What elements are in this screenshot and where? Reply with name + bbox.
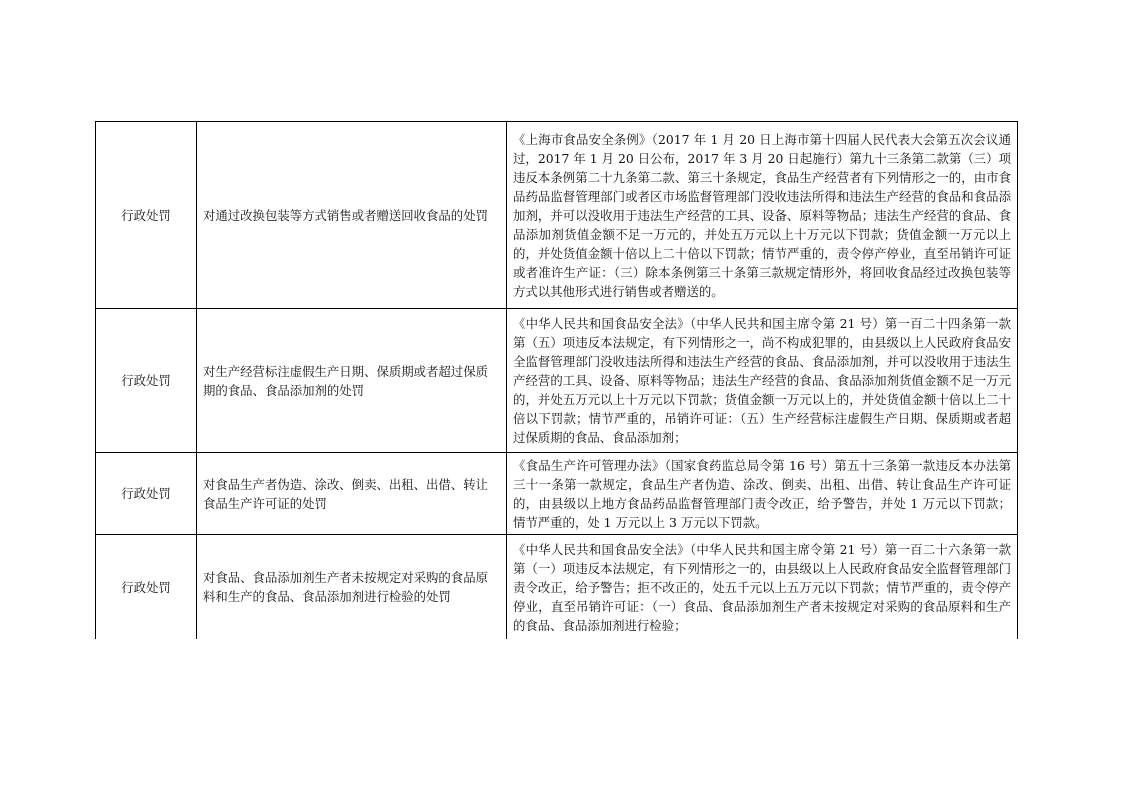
legal-basis-cell: 《中华人民共和国食品安全法》（中华人民共和国主席令第 21 号）第一百二十六条第一款第（一）项违反本法规定，有下列情形之一的，由县级以上人民政府食品安全监督管理部门责令改正，给予警告；拒不改正的，处五千元以上五万元以下罚款；情节严重的，责令停产停业，直至吊销许可证：（一）食品、食品添加剂生产者未按规定对采购的食品原料和生产的食品、食品添加剂进行检验； xyxy=(507,535,1018,640)
penalty-table xyxy=(95,121,1018,639)
penalty-item-cell: 对食品生产者伪造、涂改、倒卖、出租、出借、转让食品生产许可证的处罚 xyxy=(197,453,507,535)
penalty-type-cell: 行政处罚 xyxy=(96,453,197,535)
table-row xyxy=(96,122,1018,309)
legal-basis-cell: 《中华人民共和国食品安全法》（中华人民共和国主席令第 21 号）第一百二十四条第一款第（五）项违反本法规定，有下列情形之一，尚不构成犯罪的，由县级以上人民政府食品安全监督管理部门没收违法所得和违法生产经营的食品、食品添加剂，并可以没收用于违法生产经营的工具、设备、原料等物品；违法生产经营的食品、食品添加剂货值金额不足一万元的，并处五万元以上十万元以下罚款；货值金额一万元以上的，并处货值金额十倍以上二十倍以下罚款；情节严重的，吊销许可证：（五）生产经营标注虚假生产日期、保质期或者超过保质期的食品、食品添加剂； xyxy=(507,309,1018,453)
penalty-item-cell: 对生产经营标注虚假生产日期、保质期或者超过保质期的食品、食品添加剂的处罚 xyxy=(197,309,507,453)
penalty-item-cell: 对食品、食品添加剂生产者未按规定对采购的食品原料和生产的食品、食品添加剂进行检验的处罚 xyxy=(197,535,507,640)
table-row xyxy=(96,535,1018,640)
legal-basis-cell: 《上海市食品安全条例》（2017 年 1 月 20 日上海市第十四届人民代表大会第五次会议通过，2017 年 1 月 20 日公布，2017 年 3 月 20 日起施行）第九十三条第二款第（三）项违反本条例第二十九条第二款、第三十条规定，食品生产经营者有下列情形之一的，由市食品药品监督管理部门或者区市场监督管理部门没收违法所得和违法生产经营的食品和食品添加剂，并可以没收用于违法生产经营的工具、设备、原料等物品；违法生产经营的食品、食品添加剂货值金额不足一万元的，并处五万元以上十万元以下罚款；货值金额一万元以上的，并处货值金额十倍以上二十倍以下罚款；情节严重的，责令停产停业，直至吊销许可证或者准许生产证：（三）除本条例第三十条第三款规定情形外，将回收食品经过改换包装等方式以其他形式进行销售或者赠送的。 xyxy=(507,122,1018,309)
penalty-type-cell: 行政处罚 xyxy=(96,309,197,453)
table-row xyxy=(96,309,1018,453)
penalty-type-cell: 行政处罚 xyxy=(96,535,197,640)
legal-basis-cell: 《食品生产许可管理办法》（国家食药监总局令第 16 号）第五十三条第一款违反本办法第三十一条第一款规定，食品生产者伪造、涂改、倒卖、出租、出借、转让食品生产许可证的，由县级以上地方食品药品监督管理部门责令改正，给予警告，并处 1 万元以下罚款；情节严重的，处 1 万元以上 3 万元以下罚款。 xyxy=(507,453,1018,535)
table-row xyxy=(96,453,1018,535)
penalty-type-cell: 行政处罚 xyxy=(96,122,197,309)
penalty-item-cell: 对通过改换包装等方式销售或者赠送回收食品的处罚 xyxy=(197,122,507,309)
